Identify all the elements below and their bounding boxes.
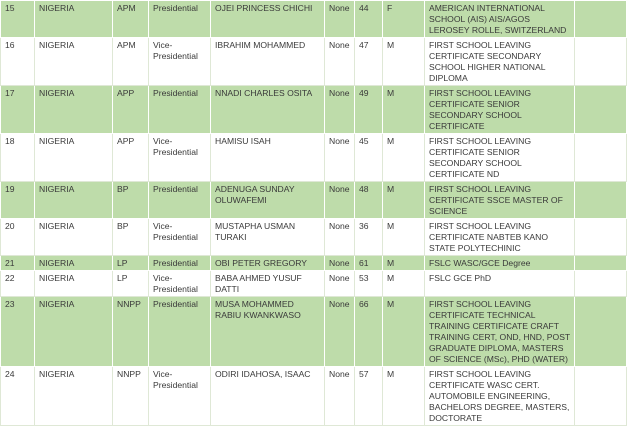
country-cell: NIGERIA <box>35 86 113 134</box>
party-cell: BP <box>113 182 149 219</box>
position-cell: Vice-Presidential <box>149 219 211 256</box>
gender-cell: M <box>383 297 425 367</box>
position-cell: Presidential <box>149 182 211 219</box>
party-cell: APM <box>113 38 149 86</box>
party-cell: APM <box>113 1 149 38</box>
row-number: 18 <box>1 134 35 182</box>
empty-cell <box>575 1 627 38</box>
position-cell: Presidential <box>149 297 211 367</box>
country-cell: NIGERIA <box>35 256 113 271</box>
party-cell: APP <box>113 134 149 182</box>
qualification-cell: FIRST SCHOOL LEAVING CERTIFICATE TECHNICAL TRAINING CERTIFICATE CRAFT TRAINING CERT, OND, HND, POST GRADUATE DIPLOMA, MASTERS OF SCIENCE (MSc), PHD (WATER) <box>425 297 575 367</box>
candidate-name-cell: MUSTAPHA USMAN TURAKI <box>211 219 325 256</box>
qualification-cell: FIRST SCHOOL LEAVING CERTIFICATE SENIOR SECONDARY SCHOOL CERTIFICATE ND <box>425 134 575 182</box>
position-cell: Presidential <box>149 86 211 134</box>
disability-cell: None <box>325 134 355 182</box>
party-cell: NNPP <box>113 367 149 426</box>
empty-cell <box>575 297 627 367</box>
candidate-name-cell: BABA AHMED YUSUF DATTI <box>211 271 325 297</box>
table-row <box>1 256 627 271</box>
row-number: 17 <box>1 86 35 134</box>
party-cell: LP <box>113 271 149 297</box>
row-number: 22 <box>1 271 35 297</box>
candidate-name-cell: OBI PETER GREGORY <box>211 256 325 271</box>
row-number: 16 <box>1 38 35 86</box>
age-cell: 44 <box>355 1 383 38</box>
empty-cell <box>575 182 627 219</box>
disability-cell: None <box>325 182 355 219</box>
party-cell: APP <box>113 86 149 134</box>
qualification-cell: FIRST SCHOOL LEAVING CERTIFICATE NABTEB KANO STATE POLYTECHINIC <box>425 219 575 256</box>
table-body <box>1 1 627 426</box>
age-cell: 61 <box>355 256 383 271</box>
table-row <box>1 297 627 367</box>
qualification-cell: FIRST SCHOOL LEAVING CERTIFICATE WASC CERT. AUTOMOBILE ENGINEERING, BACHELORS DEGREE, MASTERS, DOCTORATE <box>425 367 575 426</box>
age-cell: 47 <box>355 38 383 86</box>
row-number: 23 <box>1 297 35 367</box>
candidate-name-cell: ODIRI IDAHOSA, ISAAC <box>211 367 325 426</box>
disability-cell: None <box>325 219 355 256</box>
candidate-name-cell: ADENUGA SUNDAY OLUWAFEMI <box>211 182 325 219</box>
disability-cell: None <box>325 271 355 297</box>
qualification-cell: AMERICAN INTERNATIONAL SCHOOL (AIS) AIS/AGOS LEROSEY ROLLE, SWITZERLAND <box>425 1 575 38</box>
party-cell: NNPP <box>113 297 149 367</box>
candidate-name-cell: OJEI PRINCESS CHICHI <box>211 1 325 38</box>
row-number: 21 <box>1 256 35 271</box>
age-cell: 66 <box>355 297 383 367</box>
country-cell: NIGERIA <box>35 38 113 86</box>
table-row <box>1 86 627 134</box>
table-row <box>1 182 627 219</box>
candidate-name-cell: MUSA MOHAMMED RABIU KWANKWASO <box>211 297 325 367</box>
table-row <box>1 134 627 182</box>
position-cell: Vice-Presidential <box>149 271 211 297</box>
position-cell: Presidential <box>149 256 211 271</box>
position-cell: Vice-Presidential <box>149 38 211 86</box>
country-cell: NIGERIA <box>35 367 113 426</box>
candidate-name-cell: IBRAHIM MOHAMMED <box>211 38 325 86</box>
table-row <box>1 367 627 426</box>
disability-cell: None <box>325 297 355 367</box>
country-cell: NIGERIA <box>35 271 113 297</box>
table-row <box>1 38 627 86</box>
country-cell: NIGERIA <box>35 297 113 367</box>
candidate-name-cell: NNADI CHARLES OSITA <box>211 86 325 134</box>
gender-cell: F <box>383 1 425 38</box>
qualification-cell: FSLC WASC/GCE Degree <box>425 256 575 271</box>
qualification-cell: FIRST SCHOOL LEAVING CERTIFICATE SSCE MASTER OF SCIENCE <box>425 182 575 219</box>
disability-cell: None <box>325 86 355 134</box>
age-cell: 57 <box>355 367 383 426</box>
disability-cell: None <box>325 38 355 86</box>
row-number: 19 <box>1 182 35 219</box>
age-cell: 45 <box>355 134 383 182</box>
table-row <box>1 271 627 297</box>
candidate-name-cell: HAMISU ISAH <box>211 134 325 182</box>
party-cell: BP <box>113 219 149 256</box>
position-cell: Vice-Presidential <box>149 134 211 182</box>
position-cell: Presidential <box>149 1 211 38</box>
row-number: 15 <box>1 1 35 38</box>
age-cell: 48 <box>355 182 383 219</box>
empty-cell <box>575 134 627 182</box>
gender-cell: M <box>383 256 425 271</box>
empty-cell <box>575 256 627 271</box>
age-cell: 53 <box>355 271 383 297</box>
qualification-cell: FIRST SCHOOL LEAVING CERTIFICATE SECONDARY SCHOOL HIGHER NATIONAL DIPLOMA <box>425 38 575 86</box>
party-cell: LP <box>113 256 149 271</box>
empty-cell <box>575 367 627 426</box>
disability-cell: None <box>325 1 355 38</box>
age-cell: 49 <box>355 86 383 134</box>
country-cell: NIGERIA <box>35 1 113 38</box>
gender-cell: M <box>383 367 425 426</box>
disability-cell: None <box>325 367 355 426</box>
position-cell: Vice-Presidential <box>149 367 211 426</box>
qualification-cell: FSLC GCE PhD <box>425 271 575 297</box>
gender-cell: M <box>383 271 425 297</box>
country-cell: NIGERIA <box>35 219 113 256</box>
gender-cell: M <box>383 182 425 219</box>
gender-cell: M <box>383 219 425 256</box>
country-cell: NIGERIA <box>35 182 113 219</box>
table-row <box>1 219 627 256</box>
qualification-cell: FIRST SCHOOL LEAVING CERTIFICATE SENIOR SECONDARY SCHOOL CERTIFICATE <box>425 86 575 134</box>
empty-cell <box>575 38 627 86</box>
country-cell: NIGERIA <box>35 134 113 182</box>
gender-cell: M <box>383 134 425 182</box>
table-row <box>1 1 627 38</box>
age-cell: 36 <box>355 219 383 256</box>
empty-cell <box>575 271 627 297</box>
empty-cell <box>575 86 627 134</box>
empty-cell <box>575 219 627 256</box>
row-number: 24 <box>1 367 35 426</box>
disability-cell: None <box>325 256 355 271</box>
gender-cell: M <box>383 38 425 86</box>
row-number: 20 <box>1 219 35 256</box>
gender-cell: M <box>383 86 425 134</box>
